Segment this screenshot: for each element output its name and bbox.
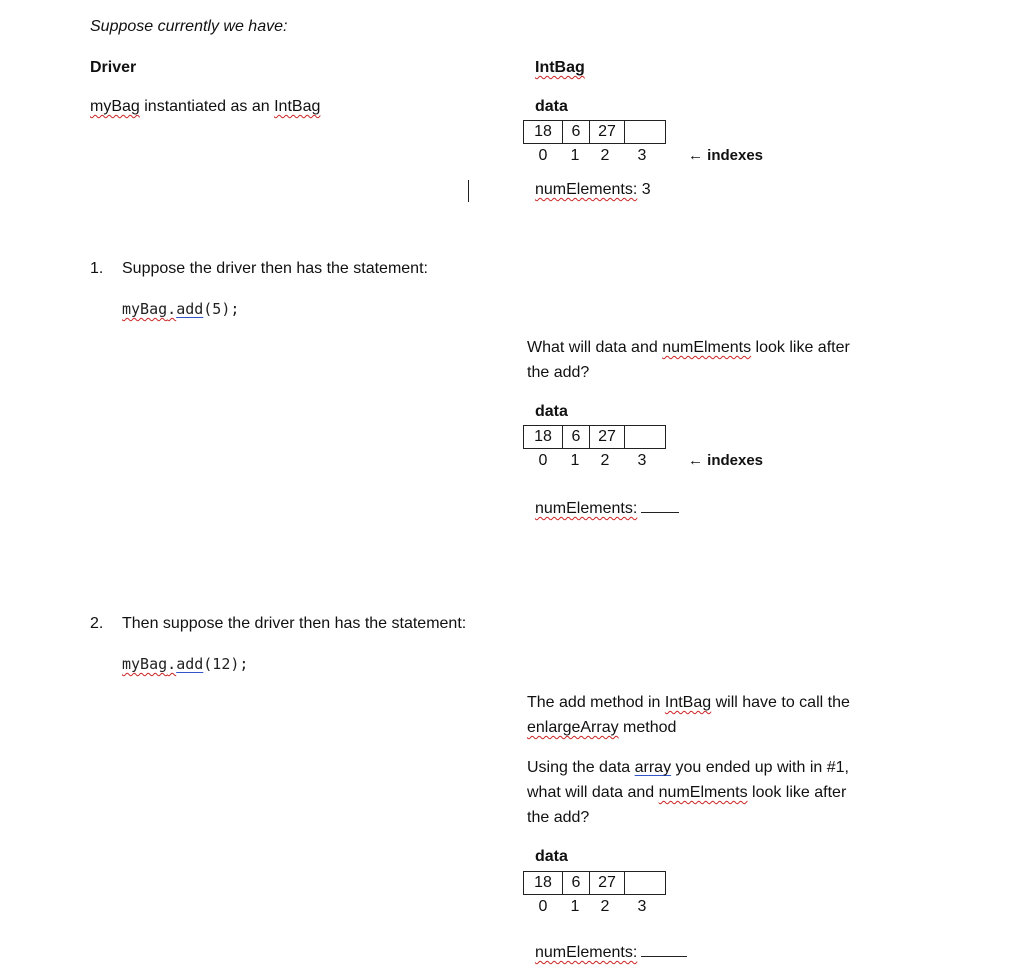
array-cell-3 (625, 121, 665, 143)
q2-p1-word: IntBag (664, 694, 712, 711)
index-1: 1 (570, 147, 580, 164)
q1-code-method: add (176, 300, 204, 318)
q2-code (122, 654, 248, 674)
array-cell-0: 18 (524, 121, 563, 143)
array-cell-2: 27 (590, 426, 625, 448)
q2-p1-line2 (527, 718, 676, 738)
q2-code-rest: (12); (203, 655, 249, 673)
q1-prompt-line1 (527, 338, 850, 358)
array-q2 (523, 871, 666, 895)
index-row-initial (524, 146, 662, 166)
driver-heading: Driver (90, 59, 137, 76)
index-2: 2 (600, 452, 610, 469)
array-q1 (523, 425, 666, 449)
array-cell-0: 18 (524, 426, 563, 448)
num-elements-blank-q2[interactable] (641, 942, 687, 957)
array-initial (523, 120, 666, 144)
q2-p2-a: Using the data (527, 759, 635, 776)
indexes-label-q1: ← indexes (688, 452, 764, 469)
q1-prompt-word: numElments (662, 339, 752, 356)
index-0: 0 (538, 898, 548, 915)
index-3: 3 (637, 898, 647, 915)
q2-code-method: add (176, 655, 204, 673)
array-cell-1: 6 (563, 121, 590, 143)
num-elements-label: numElements: (535, 944, 638, 961)
q1-number: 1. (90, 260, 104, 277)
data-label-q2: data (535, 848, 568, 865)
q1-text: Suppose the driver then has the statement: (122, 260, 428, 277)
q1-prompt-b: look like after (751, 339, 850, 356)
driver-line-middle: instantiated as an (139, 98, 275, 115)
index-3: 3 (637, 147, 647, 164)
num-elements-label: numElements: (535, 500, 638, 517)
text-cursor (468, 180, 469, 202)
q2-p2-line2-word: numElments (658, 784, 748, 801)
indexes-label-initial: ← indexes (688, 147, 764, 164)
index-3: 3 (637, 452, 647, 469)
num-elements-blank-q1[interactable] (641, 498, 679, 513)
q1-code-dot: . (167, 300, 177, 318)
index-0: 0 (538, 147, 548, 164)
q2-p2-line2-a: what will data and (527, 784, 659, 801)
intro-text: Suppose currently we have: (90, 18, 288, 35)
driver-line (90, 97, 320, 117)
index-0: 0 (538, 452, 548, 469)
q2-p2-line3: the add? (527, 809, 590, 826)
q2-p1-a: The add method in (527, 694, 665, 711)
q2-p2-line2 (527, 783, 846, 803)
data-label-q1: data (535, 403, 568, 420)
mybag-var: myBag (90, 98, 140, 115)
q2-number: 2. (90, 615, 104, 632)
q1-code (122, 299, 239, 319)
q2-p1-line1 (527, 693, 850, 713)
index-1: 1 (570, 898, 580, 915)
index-row-q1 (524, 451, 662, 471)
array-cell-2: 27 (590, 872, 625, 894)
q2-p2-line2-b: look like after (747, 784, 847, 801)
q2-p1-line2-word: enlargeArray (527, 719, 619, 736)
intbag-heading: IntBag (535, 59, 585, 76)
array-cell-3 (625, 426, 665, 448)
array-cell-1: 6 (563, 426, 590, 448)
q2-p2-word: array (634, 759, 672, 776)
num-elements-label: numElements: (535, 181, 638, 198)
array-cell-3 (625, 872, 665, 894)
q2-text: Then suppose the driver then has the statement: (122, 615, 467, 632)
num-elements-initial (535, 180, 651, 200)
index-2: 2 (600, 147, 610, 164)
array-cell-2: 27 (590, 121, 625, 143)
num-elements-q1 (535, 498, 679, 519)
q1-code-var: myBag (122, 300, 168, 318)
q2-code-dot: . (167, 655, 177, 673)
index-row-q2 (524, 897, 662, 917)
q2-code-var: myBag (122, 655, 168, 673)
q2-p1-line2-rest: method (618, 719, 677, 736)
q1-code-rest: (5); (203, 300, 240, 318)
data-label-initial: data (535, 98, 568, 115)
q1-prompt-line2: the add? (527, 364, 590, 381)
index-2: 2 (600, 898, 610, 915)
q2-p2-line1 (527, 758, 849, 778)
q1-prompt-a: What will data and (527, 339, 663, 356)
intbag-class: IntBag (274, 98, 321, 115)
index-1: 1 (570, 452, 580, 469)
q2-p2-b: you ended up with in #1, (671, 759, 849, 776)
array-cell-1: 6 (563, 872, 590, 894)
num-elements-value: 3 (641, 181, 651, 198)
array-cell-0: 18 (524, 872, 563, 894)
q2-p1-b: will have to call the (711, 694, 850, 711)
num-elements-q2 (535, 942, 687, 963)
